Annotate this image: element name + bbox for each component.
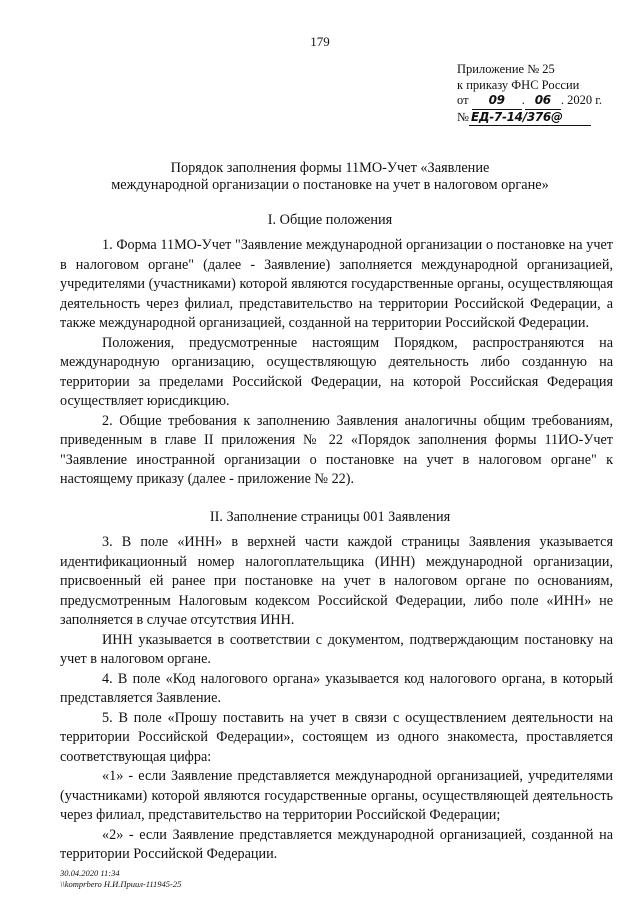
appendix-block: [457, 62, 602, 126]
section-2-body: [60, 533, 613, 865]
date-day-handwritten: 09: [472, 93, 522, 110]
number-prefix: №: [457, 109, 469, 124]
date-month-handwritten: 06: [525, 93, 561, 110]
document-title-line-2: международной организации о постановке на учет в налоговом органе»: [111, 176, 549, 193]
paragraph-2-1: 3. В поле «ИНН» в верхней части каждой страницы Заявления указывается идентификационный номер налогоплательщика (ИНН) международной организации, присвоенный ей ранее при постановке на учет в налоговом органе по основаниям, предусмотренным Налоговым кодексом Российской Федерации, либо поле «ИНН» не заполняется в случае отсутствия ИНН.: [60, 534, 613, 628]
paragraph-1-2: Положения, предусмотренные настоящим Порядком, распространяются на международную организацию, осуществляющую деятельность либо созданную на территории за пределами Российской Федерации, на которой Российская Федерация осуществляет юрисдикцию.: [60, 334, 613, 409]
document-title: [60, 160, 600, 193]
paragraph-1-3: 2. Общие требования к заполнению Заявления аналогичны общим требованиям, приведенным в главе II приложения № 22 «Порядок заполнения формы 11ИО-Учет "Заявление иностранной организации о постановке на учет в налоговом органе" к настоящему приказу (далее - приложение № 22).: [60, 412, 613, 487]
document-title-line-1: Порядок заполнения формы 11МО-Учет «Заявление: [170, 160, 490, 176]
paragraph-2-4: 5. В поле «Прошу поставить на учет в связи с осуществлением деятельности на территории Российской Федерации», состоящем из одного знакоместа, проставляется соответствующая цифра:: [60, 709, 613, 765]
footer-file-path: \\komprbero Н.И.Приил-111945-25: [60, 879, 182, 889]
appendix-date: от 09 . 06 . 2020 г.: [457, 93, 602, 110]
page-number: 179: [310, 34, 330, 49]
section-1-body: [60, 236, 613, 490]
order-number-handwritten: ЕД-7-14/376@: [469, 110, 591, 127]
paragraph-2-5: «1» - если Заявление представляется международной организацией, учредителями (участниками) которой являются государственные органы, осуществляющей деятельность через филиал, представительство на территории Российской Федерации;: [60, 768, 613, 823]
date-prefix: от: [457, 93, 469, 107]
appendix-title: Приложение № 25: [457, 62, 555, 76]
section-1-heading: I. Общие положения: [267, 212, 393, 228]
paragraph-1-1: 1. Форма 11МО-Учет "Заявление международной организации о постановке на учет в налоговом органе" (далее - Заявление) заполняется международной организацией, учредителями (участниками) которой являются государственные органы, осуществляющая деятельность через филиал, представительство на территории Российской Федерации, а также международной организацией, созданной на территории Российской Федерации.: [60, 237, 613, 331]
section-2-heading: II. Заполнение страницы 001 Заявления: [209, 509, 451, 525]
date-year: 2020 г.: [567, 93, 603, 107]
appendix-number: [457, 110, 602, 127]
appendix-order-reference: к приказу ФНС России: [457, 77, 580, 92]
paragraph-2-6: «2» - если Заявление представляется международной организацией, созданной на территории Российской Федерации.: [60, 826, 613, 862]
footer-stamp: [60, 868, 181, 890]
footer-timestamp: 30.04.2020 11:34: [60, 868, 120, 878]
paragraph-2-3: 4. В поле «Код налогового органа» указывается код налогового органа, в который представляется Заявление.: [60, 670, 613, 706]
paragraph-2-2: ИНН указывается в соответствии с документом, подтверждающим постановку на учет в налоговом органе.: [60, 631, 613, 667]
